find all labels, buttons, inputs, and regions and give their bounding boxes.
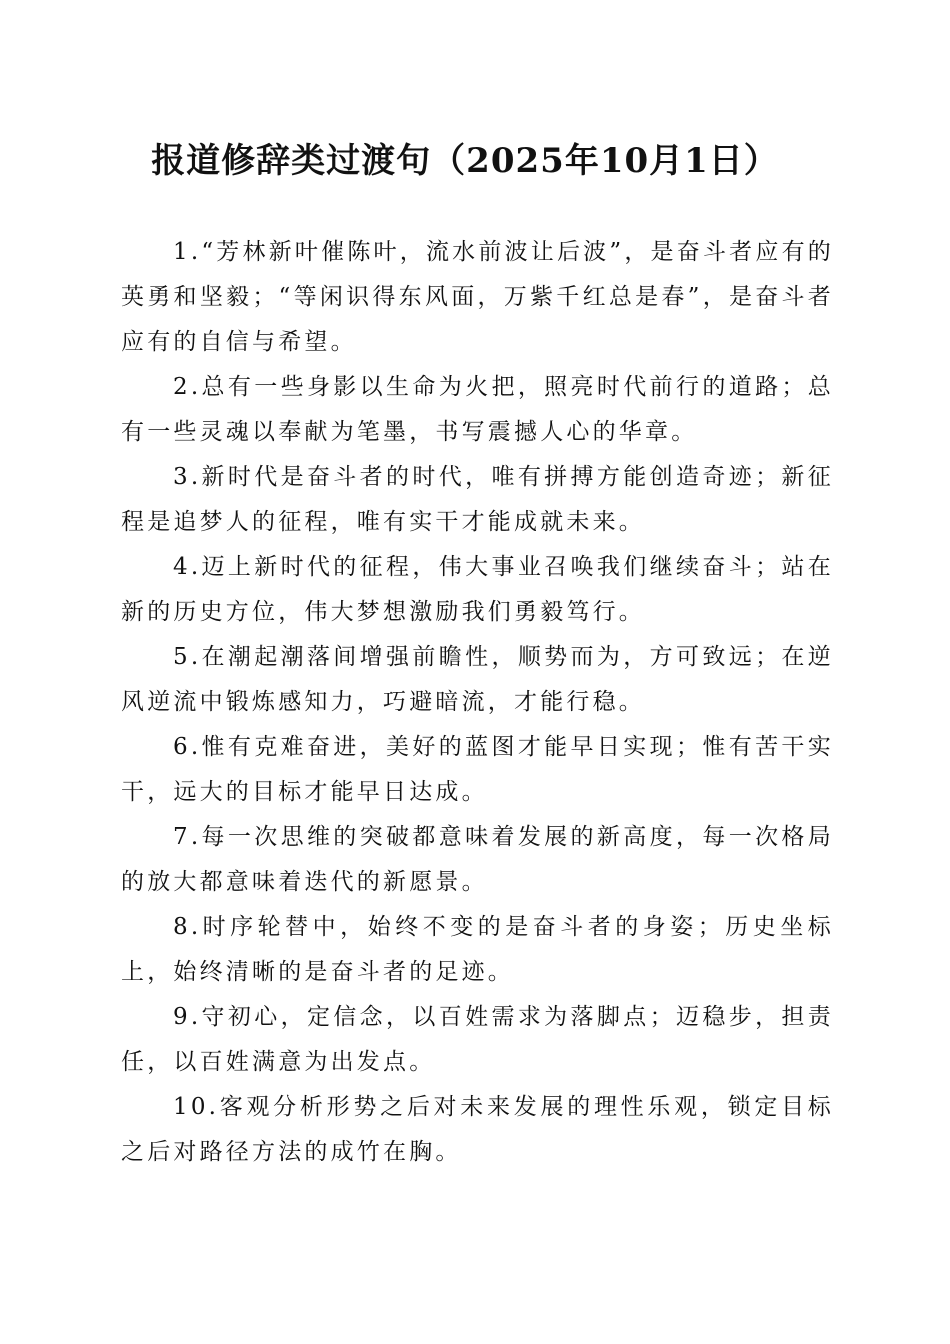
paragraph-4: 4.迈上新时代的征程，伟大事业召唤我们继续奋斗；站在新的历史方位，伟大梦想激励我们勇毅笃行。 (121, 554, 834, 625)
paragraph-9: 9.守初心，定信念，以百姓需求为落脚点；迈稳步，担责任，以百姓满意为出发点。 (121, 1004, 834, 1075)
paragraph-3: 3.新时代是奋斗者的时代，唯有拼搏方能创造奇迹；新征程是追梦人的征程，唯有实干才能成就未来。 (121, 464, 834, 535)
paragraph-10: 10.客观分析形势之后对未来发展的理性乐观，锁定目标之后对路径方法的成竹在胸。 (121, 1094, 834, 1165)
paragraph-5: 5.在潮起潮落间增强前瞻性，顺势而为，方可致远；在逆风逆流中锻炼感知力，巧避暗流，才能行稳。 (121, 644, 834, 715)
document-title: 报道修辞类过渡句（2025年10月1日） (151, 141, 779, 181)
paragraph-8: 8.时序轮替中，始终不变的是奋斗者的身姿；历史坐标上，始终清晰的是奋斗者的足迹。 (121, 914, 834, 985)
paragraph-1: 1.“芳林新叶催陈叶，流水前波让后波”，是奋斗者应有的英勇和坚毅；“等闲识得东风面，万紫千红总是春”，是奋斗者应有的自信与希望。 (121, 239, 834, 355)
document-body (121, 230, 834, 1175)
paragraph-6: 6.惟有克难奋进，美好的蓝图才能早日实现；惟有苦干实干，远大的目标才能早日达成。 (121, 734, 834, 805)
paragraph-7: 7.每一次思维的突破都意味着发展的新高度，每一次格局的放大都意味着迭代的新愿景。 (121, 824, 834, 895)
paragraph-2: 2.总有一些身影以生命为火把，照亮时代前行的道路；总有一些灵魂以奉献为笔墨，书写震撼人心的华章。 (121, 374, 834, 445)
